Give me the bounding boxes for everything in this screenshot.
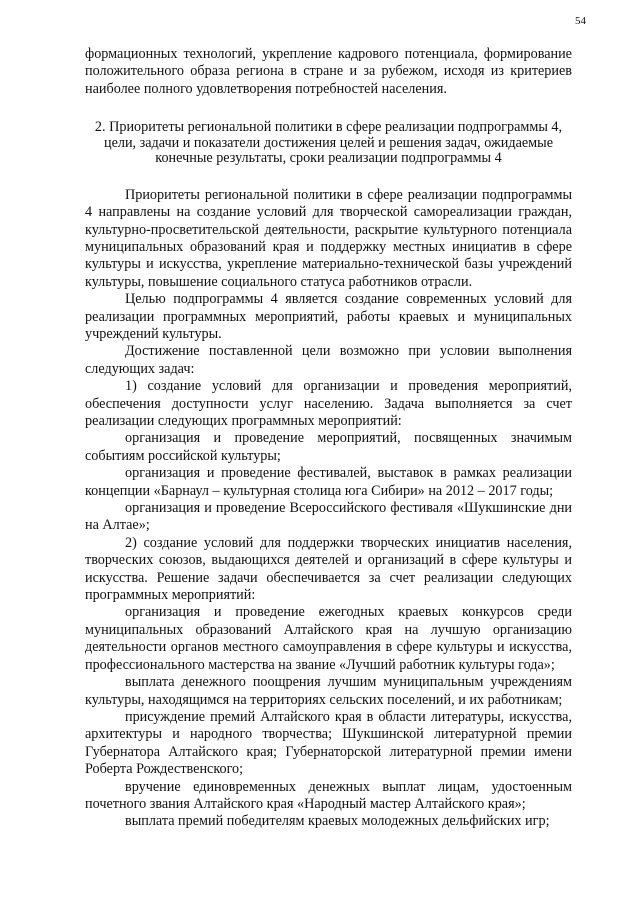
list-item-task-2: 2) создание условий для поддержки творческих инициатив населения, творческих союзов, выдающихся деятелей и организаций в сфере культуры и искусства. Решение задачи обеспечивается за счет реализации следующих программных мероприятий: [85,534,572,604]
list-item: организация и проведение Всероссийского фестиваля «Шукшинские дни на Алтае»; [85,500,572,534]
list-item: выплата премий победителям краевых молодежных дельфийских игр; [125,813,550,830]
list-item: организация и проведение фестивалей, выставок в рамках реализации концепции «Барнаул – культурная столица юга Сибири» на 2012 – 2017 годы; [85,465,572,499]
list-item: организация и проведение ежегодных краевых конкурсов среди муниципальных образований Алтайского края на лучшую организацию деятельности органов местного самоуправления в сфере культуры и искусства, профессионального мастерства на звание «Лучший работник культуры года»; [85,604,572,673]
list-item: организация и проведение мероприятий, посвященных значимым событиям российской культуры; [85,430,572,464]
paragraph-continuation: формационных технологий, укрепление кадрового потенциала, формирование положительного образа региона в стране и за рубежом, исходя из критериев наиболее полного удовлетворения потребностей населения. [85,46,572,97]
paragraph: Приоритеты региональной политики в сфере реализации подпрограммы 4 направлены на создание условий для творческой самореализации граждан, культурно-просветительской деятельности, раскрытие культурного потенциала муниципальных образований края и поддержку местных инициатив в сфере культуры и искусства, укрепление материально-технической базы учреждений культуры, повышение социального статуса работников отрасли. [85,186,572,290]
list-item-task-1: 1) создание условий для организации и проведения мероприятий, обеспечения доступности услуг населению. Задача выполняется за счет реализации следующих программных мероприятий: [85,378,572,429]
list-item: вручение единовременных денежных выплат лицам, удостоенным почетного звания Алтайского края «Народный мастер Алтайского края»; [85,778,572,812]
list-item: выплата денежного поощрения лучшим муниципальным учреждениям культуры, находящимся на территориях сельских поселений, и их работникам; [85,674,572,708]
paragraph: Целью подпрограммы 4 является создание современных условий для реализации программных мероприятий, работы краевых и муниципальных учреждений культуры. [85,291,572,342]
section-heading: 2. Приоритеты региональной политики в сфере реализации подпрограммы 4, цели, задачи и показатели достижения целей и решения задач, ожидаемые конечные результаты, сроки реализации подпрограммы 4 [94,119,563,167]
document-body [85,46,572,831]
list-item: присуждение премий Алтайского края в области литературы, искусства, архитектуры и народного творчества; Шукшинской литературной премии Губернатора Алтайского края; Губернаторской литературной премии имени Роберта Рождественского; [85,708,572,778]
page-number: 54 [575,15,586,27]
paragraph: Достижение поставленной цели возможно при условии выполнения следующих задач: [85,343,572,377]
